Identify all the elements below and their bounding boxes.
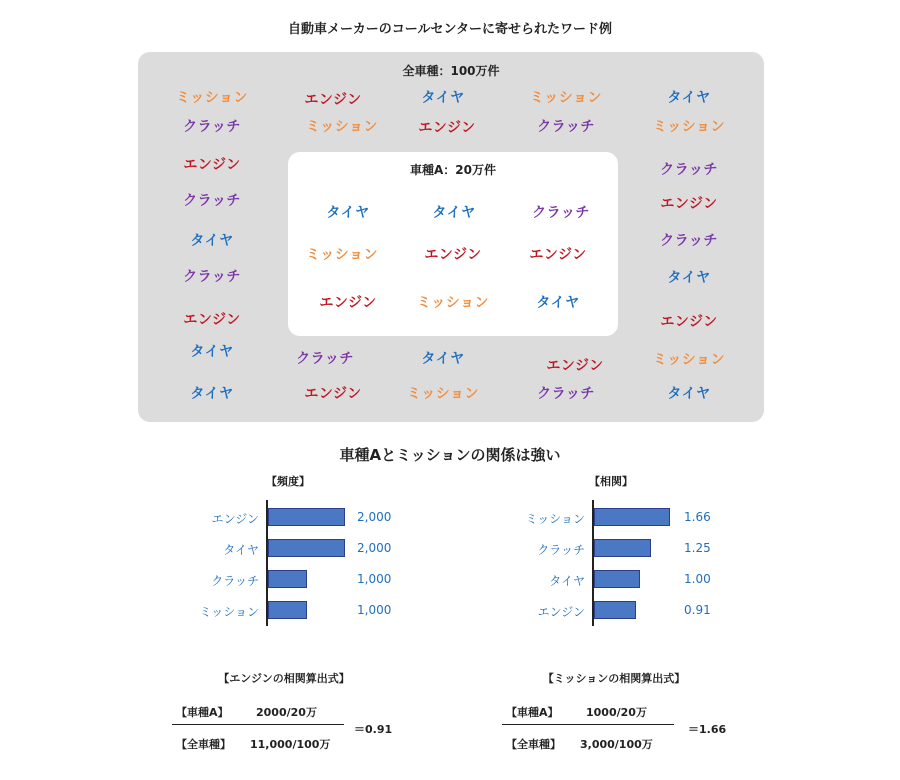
model-a-word-engine: エンジン [424,247,482,263]
all-models-word-mission: ミッション [653,352,725,368]
all-models-word-mission: ミッション [653,119,725,135]
model-a-word-tire: タイヤ [536,295,580,311]
chart-category-label: クラッチ [211,574,259,588]
all-models-word-engine: エンジン [546,358,604,374]
all-models-word-engine: エンジン [183,157,241,173]
chart-value-label: 1.66 [684,510,711,524]
all-models-word-engine: エンジン [304,92,362,108]
mission-formula-title: 【ミッションの相関算出式】 [542,672,686,685]
all-models-word-mission: ミッション [407,386,479,402]
mission-formula-divider [502,724,674,725]
chart-value-label: 1,000 [357,603,392,617]
all-models-word-engine: エンジン [660,196,718,212]
all-models-word-tire: タイヤ [190,344,234,360]
all-models-word-tire: タイヤ [190,233,234,249]
mission-formula-result: ＝1.66 [688,723,727,736]
chart-bar [268,570,307,588]
chart-value-label: 2,000 [357,510,392,524]
chart-value-label: 1,000 [357,572,392,586]
chart-value-label: 0.91 [684,603,711,617]
chart-bar [594,570,640,588]
chart-bar [594,508,670,526]
chart-value-label: 2,000 [357,541,392,555]
chart-value-label: 1.00 [684,572,711,586]
chart-bar [268,508,345,526]
all-models-word-clutch: クラッチ [537,386,595,402]
all-models-word-tire: タイヤ [421,351,465,367]
chart-bar [594,539,651,557]
all-models-word-clutch: クラッチ [660,233,718,249]
correlation-chart-title: 【相関】 [589,475,633,488]
all-models-word-clutch: クラッチ [296,351,354,367]
all-models-word-tire: タイヤ [667,270,711,286]
all-models-word-engine: エンジン [660,314,718,330]
all-models-word-tire: タイヤ [421,90,465,106]
mission-formula-row2-label: 【全車種】 [506,738,561,751]
chart-category-label: ミッション [199,605,259,619]
all-models-word-engine: エンジン [418,120,476,136]
engine-formula-row2-label: 【全車種】 [176,738,231,751]
chart-category-label: エンジン [537,605,585,619]
all-models-word-engine: エンジン [304,386,362,402]
page-title: 自動車メーカーのコールセンターに寄せられたワード例 [288,22,612,37]
all-models-word-clutch: クラッチ [660,162,718,178]
all-models-word-clutch: クラッチ [537,119,595,135]
chart-bar [268,539,345,557]
all-models-word-tire: タイヤ [667,90,711,106]
chart-bar [594,601,636,619]
engine-formula-row1-label: 【車種A】 [176,706,229,719]
model-a-label: 車種A：20万件 [410,163,496,177]
engine-formula-row2-value: 11,000/100万 [250,738,331,751]
mission-formula-row1-label: 【車種A】 [506,706,559,719]
all-models-word-engine: エンジン [183,312,241,328]
all-models-word-clutch: クラッチ [183,193,241,209]
chart-category-label: エンジン [211,512,259,526]
all-models-word-clutch: クラッチ [183,119,241,135]
all-models-word-tire: タイヤ [667,386,711,402]
model-a-word-tire: タイヤ [326,205,370,221]
chart-bar [268,601,307,619]
engine-formula-title: 【エンジンの相関算出式】 [218,672,350,685]
all-models-word-tire: タイヤ [190,386,234,402]
conclusion-subtitle: 車種Aとミッションの関係は強い [339,446,561,464]
frequency-chart-title: 【頻度】 [266,475,310,488]
chart-category-label: タイヤ [549,574,585,588]
all-models-word-mission: ミッション [530,90,602,106]
model-a-word-mission: ミッション [306,247,378,263]
model-a-word-engine: エンジン [529,247,587,263]
engine-formula-divider [172,724,344,725]
chart-category-label: ミッション [525,512,585,526]
engine-formula-result: ＝0.91 [354,723,393,736]
mission-formula-row2-value: 3,000/100万 [580,738,653,751]
all-models-word-clutch: クラッチ [183,269,241,285]
model-a-word-tire: タイヤ [432,205,476,221]
all-models-word-mission: ミッション [176,90,248,106]
chart-value-label: 1.25 [684,541,711,555]
all-models-label: 全車種：100万件 [402,64,500,78]
engine-formula-row1-value: 2000/20万 [256,706,317,719]
all-models-word-mission: ミッション [306,119,378,135]
model-a-word-clutch: クラッチ [532,205,590,221]
chart-category-label: クラッチ [537,543,585,557]
mission-formula-row1-value: 1000/20万 [586,706,647,719]
model-a-word-engine: エンジン [319,295,377,311]
chart-category-label: タイヤ [223,543,259,557]
model-a-word-mission: ミッション [417,295,489,311]
